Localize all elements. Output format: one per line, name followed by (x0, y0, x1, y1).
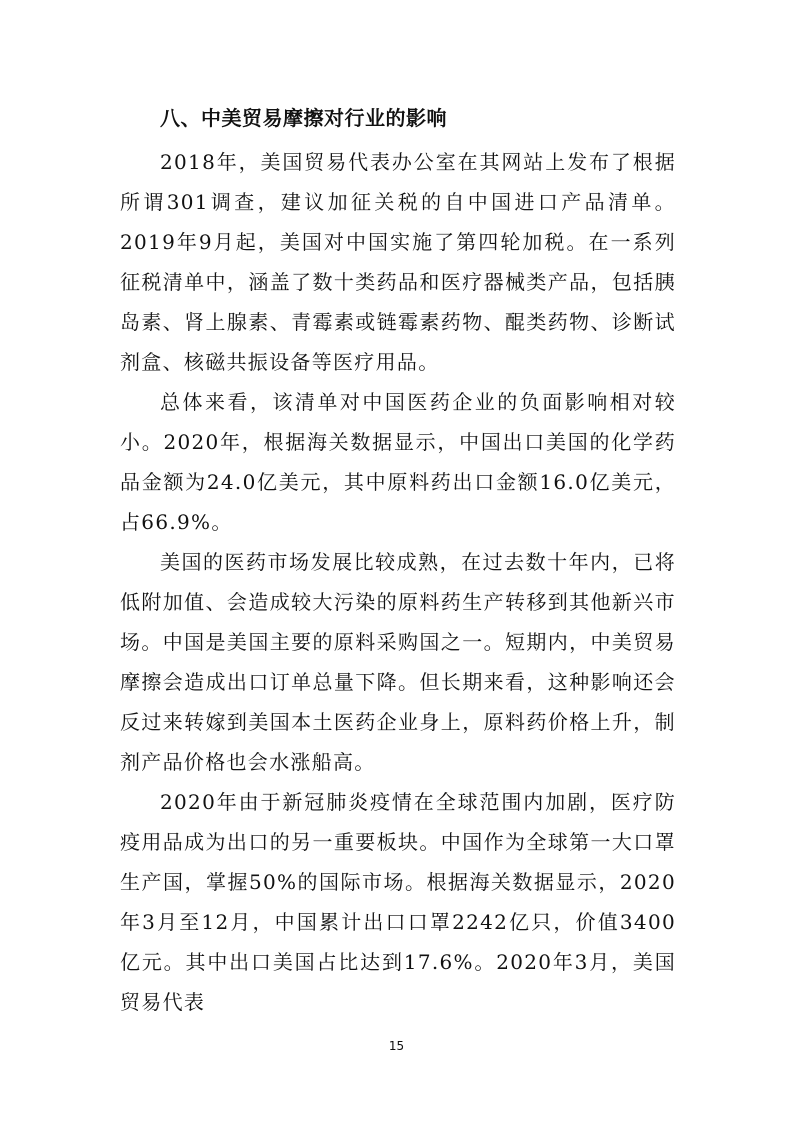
paragraph-tariff-list: 2018年，美国贸易代表办公室在其网站上发布了根据所谓301调查，建议加征关税的自中国进口产品清单。2019年9月起，美国对中国实施了第四轮加税。在一系列征税清单中，涵盖了数十类药品和医疗器械类产品，包括胰岛素、肾上腺素、青霉素或链霉素药物、醌类药物、诊断试剂盒、核磁共振设备等医疗用品。 (120, 150, 676, 374)
section-heading: 八、中美贸易摩擦对行业的影响 (160, 106, 447, 130)
paragraph-us-market: 美国的医药市场发展比较成熟，在过去数十年内，已将低附加值、会造成较大污染的原料药生产转移到其他新兴市场。中国是美国主要的原料采购国之一。短期内，中美贸易摩擦会造成出口订单总量下降。但长期来看，这种影响还会反过来转嫁到美国本土医药企业身上，原料药价格上升，制剂产品价格也会水涨船高。 (120, 550, 676, 774)
page-number: 15 (388, 1039, 405, 1053)
paragraph-overall-impact: 总体来看，该清单对中国医药企业的负面影响相对较小。2020年，根据海关数据显示，中国出口美国的化学药品金额为24.0亿美元，其中原料药出口金额16.0亿美元，占66.9%。 (120, 390, 676, 534)
paragraph-masks-export: 2020年由于新冠肺炎疫情在全球范围内加剧，医疗防疫用品成为出口的另一重要板块。中国作为全球第一大口罩生产国，掌握50%的国际市场。根据海关数据显示，2020年3月至12月，中国累计出口口罩2242亿只，价值3400亿元。其中出口美国占比达到17.6%。2020年3月，美国贸易代表 (120, 790, 676, 1014)
body-text (120, 142, 676, 1022)
